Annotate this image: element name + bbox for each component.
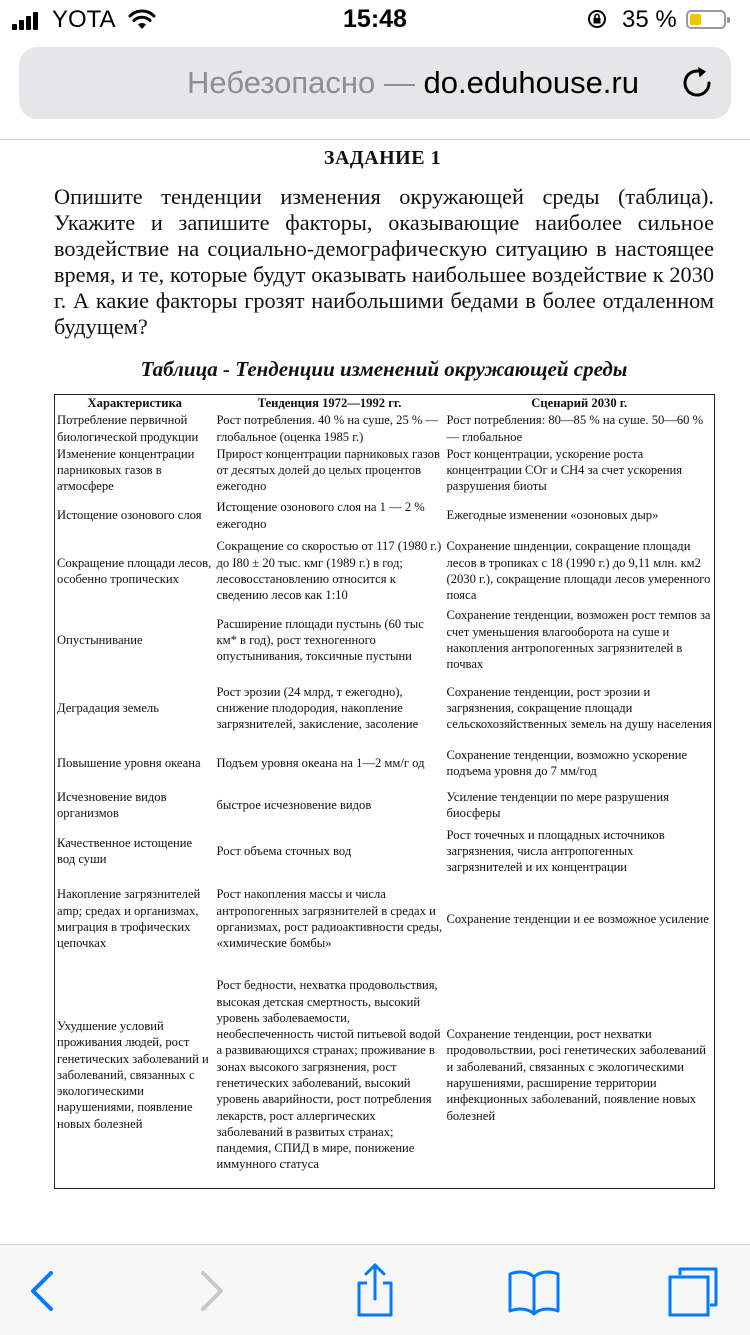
- task-title: ЗАДАНИЕ 1: [323, 147, 442, 169]
- header-divider: [0, 139, 750, 140]
- cell-scenario: Сохранение тенденции, рост эрозии и загрязнения, сокращение площади сельскохозяйственных земель на душу населения: [446, 684, 712, 732]
- battery-icon: [686, 10, 726, 29]
- cell-characteristic: Качественное истощение вод суши: [57, 835, 193, 866]
- cell-scenario: Сохранение шнденции, сокращение площади лесов в тропиках с 18 (1990 г.) до 9,11 млн. км2 (2030 г.), сокращение площади лесов умеренного пояса: [446, 539, 711, 603]
- cell-trend: быстрое исчезновение видов: [216, 797, 372, 812]
- cell-trend: Рост эрозии (24 млрд, т ежегодно), снижение плодородия, накопление загрязнителей, закисление, засоление: [216, 684, 419, 732]
- table-row: [55, 742, 715, 784]
- url-domain: do.eduhouse.ru: [423, 65, 639, 100]
- bookmarks-icon[interactable]: [506, 1263, 562, 1319]
- cell-scenario: Сохранение тенденции, рост нехватки продовольствии, росі генетических заболеваний и заболеваний, связанных с экологическими нарушениями, расширение территории инфекционных заболеваний, появление новых болезней: [446, 1027, 707, 1123]
- cell-trend: Сокращение со скоростью от 117 (1980 г.) до I80 ± 20 тыс. кмг (1989 г.) в год; лесовосстановлению относится к сведению лесов как 1:10: [216, 539, 442, 603]
- browser-toolbar: [0, 1244, 750, 1335]
- table-header-row: [55, 395, 715, 413]
- cell-characteristic: Истощение озонового слоя: [57, 508, 202, 523]
- table-row: [55, 412, 715, 445]
- table-row: [55, 495, 715, 536]
- table-row: [55, 826, 715, 876]
- cell-scenario: Сохранение тенденции, возможно ускорение подъема уровня до 7 мм/год: [446, 747, 688, 778]
- header-characteristic: Характеристика: [87, 396, 182, 411]
- cell-characteristic: Потребление первичной биологической продукции: [57, 413, 199, 444]
- table-row: [55, 784, 715, 826]
- forward-icon[interactable]: [183, 1263, 239, 1319]
- table-row: [55, 606, 715, 674]
- cell-trend: Истощение озонового слоя на 1 — 2 % ежегодно: [216, 500, 425, 531]
- header-scenario-2030: Сценарий 2030 г.: [531, 396, 628, 411]
- battery-level-fill: [690, 14, 701, 25]
- cell-trend: Рост потребления. 40 % на суше, 25 % — глобальное (оценка 1985 г.): [216, 413, 439, 444]
- status-bar: [0, 0, 750, 40]
- cell-characteristic: Накопление загрязнителей amp; средах и организмах, миграция в трофических цепочках: [57, 887, 201, 951]
- cell-scenario: Рост концентрации, ускорение роста концентрации СОг и СН4 за счет ускорения разрушения биоты: [446, 446, 683, 494]
- address-bar[interactable]: [19, 47, 731, 119]
- cell-scenario: Ежегодные изменении «озоновых дыр»: [446, 508, 659, 523]
- cell-characteristic: Исчезновение видов организмов: [57, 789, 167, 820]
- reload-icon[interactable]: [679, 65, 715, 101]
- table-row: [55, 962, 715, 1189]
- cell-scenario: Сохранение тенденции и ее возможное усиление: [446, 911, 709, 926]
- battery-percent: 35 %: [622, 6, 677, 33]
- cell-trend: Рост накопления массы и числа антропогенных загрязнителей в средах и организмах, рост радиоактивности среды, «химические бомбы»: [216, 887, 443, 951]
- cell-characteristic: Опустынивание: [57, 632, 143, 647]
- environment-trends-table: [54, 394, 715, 1189]
- table-row: [55, 876, 715, 962]
- tabs-icon[interactable]: [666, 1263, 722, 1319]
- table-caption: Таблица - Тенденции изменений окружающей среды: [140, 357, 628, 381]
- cell-characteristic: Изменение концентрации парниковых газов в атмосфере: [57, 446, 195, 494]
- cell-characteristic: Ухудшение условий проживания людей, рост генетических заболеваний и заболеваний, связанных с экологическими нарушениями, появление новых болезней: [57, 1018, 209, 1131]
- cell-trend: Расширение площади пустынь (60 тыс км* в год), рост техногенного опустынивания, токсичные пустыни: [216, 616, 424, 664]
- table-row: [55, 536, 715, 606]
- cell-characteristic: Деградация земель: [57, 700, 159, 715]
- task-text: Опишите тенденции изменения окружающей среды (таблица). Укажите и запишите факторы, оказывающие наиболее сильное воздействие на социально-демографическую ситуацию в настоящее время, и те, которые будут оказывать наибольшее воздействие к 2030 г. А какие факторы грозят наибольшими бедами в более отдаленном будущем?: [54, 184, 714, 339]
- cell-trend: Рост бедности, нехватка продовольствия, высокая детская смертность, высокий уровень заболеваемости, необеспеченность чистой питьевой водой а развивающихся странах; проживание в зонах высокого загрязнения, рост генетических заболеваний, высокий уровень аварийности, рост потребления лекарств, рост аллергических заболеваний в развитых странах; пандемия, СПИД в мире, понижение иммунного статуса: [216, 978, 441, 1172]
- cell-characteristic: Повышение уровня океана: [57, 755, 201, 770]
- share-icon[interactable]: [347, 1263, 403, 1319]
- carrier-name: YOTA: [52, 6, 116, 33]
- cell-scenario: Сохранение тенденции, возможен рост темпов за счет уменьшения влагооборота на суше и накопления антропогенных загрязнителей в почвах: [446, 608, 711, 672]
- cell-scenario: Рост точечных и площадных источников загрязнения, числа антропогенных загрязнителей и их концентрации: [446, 827, 665, 875]
- url-display[interactable]: [19, 65, 639, 101]
- cell-trend: Прирост концентрации парниковых газов от десятых долей до целых процентов ежегодно: [216, 446, 440, 494]
- insecure-label: Небезопасно —: [187, 65, 415, 100]
- header-trend-1972-1992: Тенденция 1972—1992 гг.: [257, 396, 402, 411]
- table-row: [55, 674, 715, 742]
- orientation-lock-icon: [587, 9, 607, 29]
- table-row: [55, 445, 715, 495]
- cell-trend: Рост объема сточных вод: [216, 843, 352, 858]
- cell-trend: Подъем уровня океана на 1—2 мм/г од: [216, 755, 425, 770]
- cell-characteristic: Сокращение площади лесов, особенно тропических: [57, 555, 212, 586]
- cell-scenario: Рост потребления: 80—85 % на суше. 50—60 % — глобальное: [446, 413, 704, 444]
- status-time: 15:48: [343, 5, 407, 33]
- cell-scenario: Усиление тенденции по мере разрушения биосферы: [446, 789, 669, 820]
- back-icon[interactable]: [15, 1263, 71, 1319]
